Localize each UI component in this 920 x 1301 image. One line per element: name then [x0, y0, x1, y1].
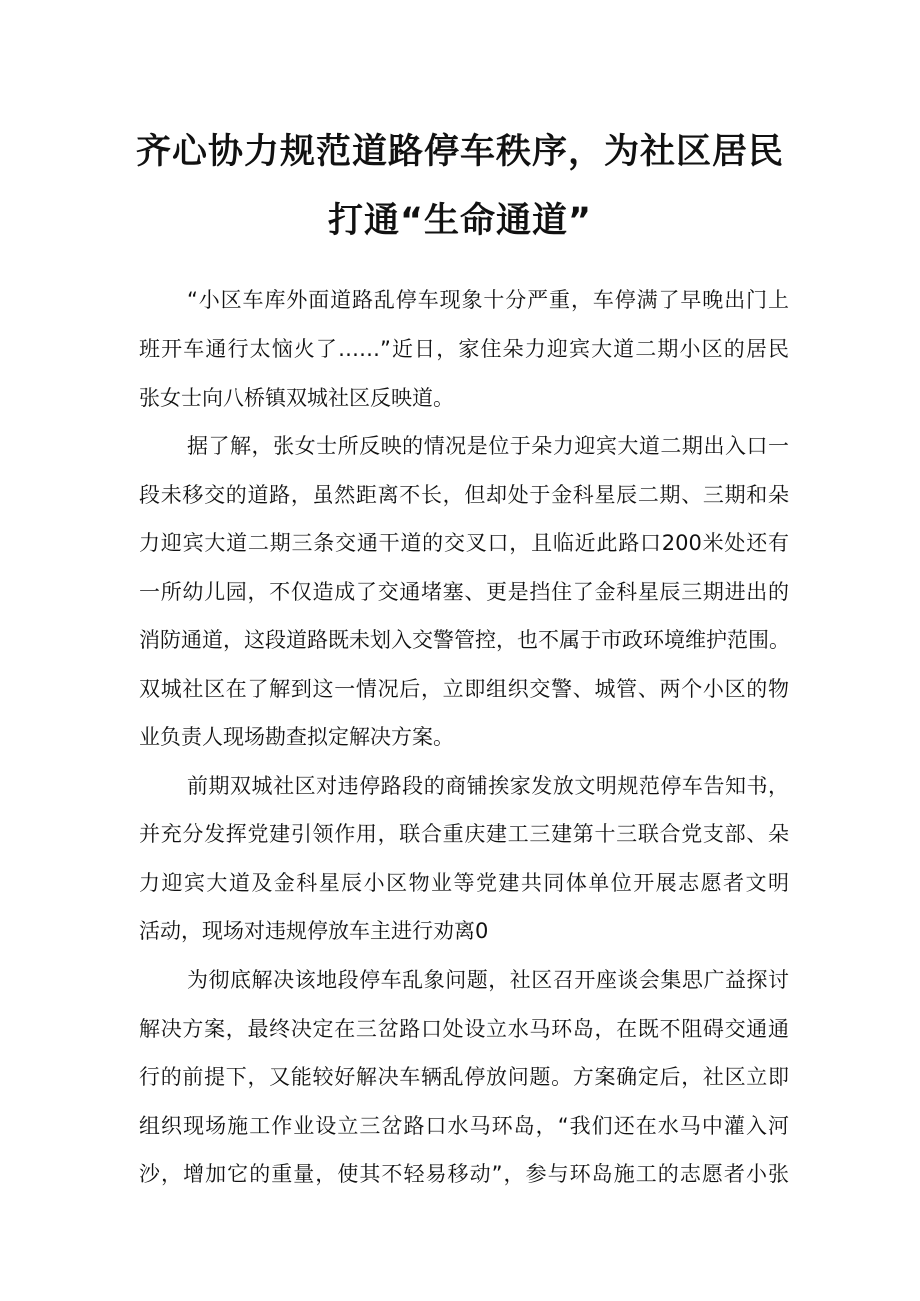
paragraph-2-line-5: 消防通道，这段道路既未划入交警管控，也不属于市政环境维护范围。 [139, 628, 790, 652]
paragraph-2-line-3: 力迎宾大道二期三条交通干道的交叉口，且临近此路口200米处还有 [139, 531, 789, 555]
paragraph-1-line-3: 张女士向八桥镇双城社区反映道。 [139, 386, 454, 410]
paragraph-2-line-1: 据了解，张女士所反映的情况是位于朵力迎宾大道二期出入口一 [187, 434, 789, 458]
document-title-line-1: 齐心协力规范道路停车秩序，为社区居民 [135, 132, 784, 172]
document-title-line-2: 打通“生命通道” [327, 201, 592, 241]
paragraph-2-line-6: 双城社区在了解到这一情况后，立即组织交警、城管、两个小区的物 [139, 677, 789, 701]
paragraph-3-line-4: 活动，现场对违规停放车主进行劝离0 [139, 919, 489, 943]
paragraph-3-line-3: 力迎宾大道及金科星辰小区物业等党建共同体单位开展志愿者文明 [139, 871, 789, 895]
paragraph-1-line-2: 班开车通行太恼火了……”近日，家住朵力迎宾大道二期小区的居民 [139, 337, 789, 361]
paragraph-2-line-2: 段未移交的道路，虽然距离不长，但却处于金科星辰二期、三期和朵 [139, 483, 789, 507]
paragraph-4-line-3: 行的前提下，又能较好解决车辆乱停放问题。方案确定后，社区立即 [139, 1065, 789, 1089]
paragraph-2-line-7: 业负责人现场勘查拟定解决方案。 [139, 725, 454, 749]
paragraph-4-line-2: 解决方案，最终决定在三岔路口处设立水马环岛，在既不阻碍交通通 [139, 1017, 789, 1041]
paragraph-4-line-4: 组织现场施工作业设立三岔路口水马环岛，“我们还在水马中灌入河 [139, 1114, 789, 1138]
paragraph-4-line-1: 为彻底解决该地段停车乱象问题，社区召开座谈会集思广益探讨 [187, 968, 789, 992]
paragraph-1-line-1: “小区车库外面道路乱停车现象十分严重，车停满了早晚出门上 [187, 288, 789, 312]
paragraph-2-line-4: 一所幼儿园，不仅造成了交通堵塞、更是挡住了金科星辰三期进出的 [139, 580, 789, 604]
paragraph-3-line-1: 前期双城社区对违停路段的商铺挨家发放文明规范停车告知书， [187, 774, 789, 798]
paragraph-4-line-5: 沙，增加它的重量，使其不轻易移动”，参与环岛施工的志愿者小张 [139, 1162, 789, 1186]
paragraph-3-line-2: 并充分发挥党建引领作用，联合重庆建工三建第十三联合党支部、朵 [139, 822, 789, 846]
